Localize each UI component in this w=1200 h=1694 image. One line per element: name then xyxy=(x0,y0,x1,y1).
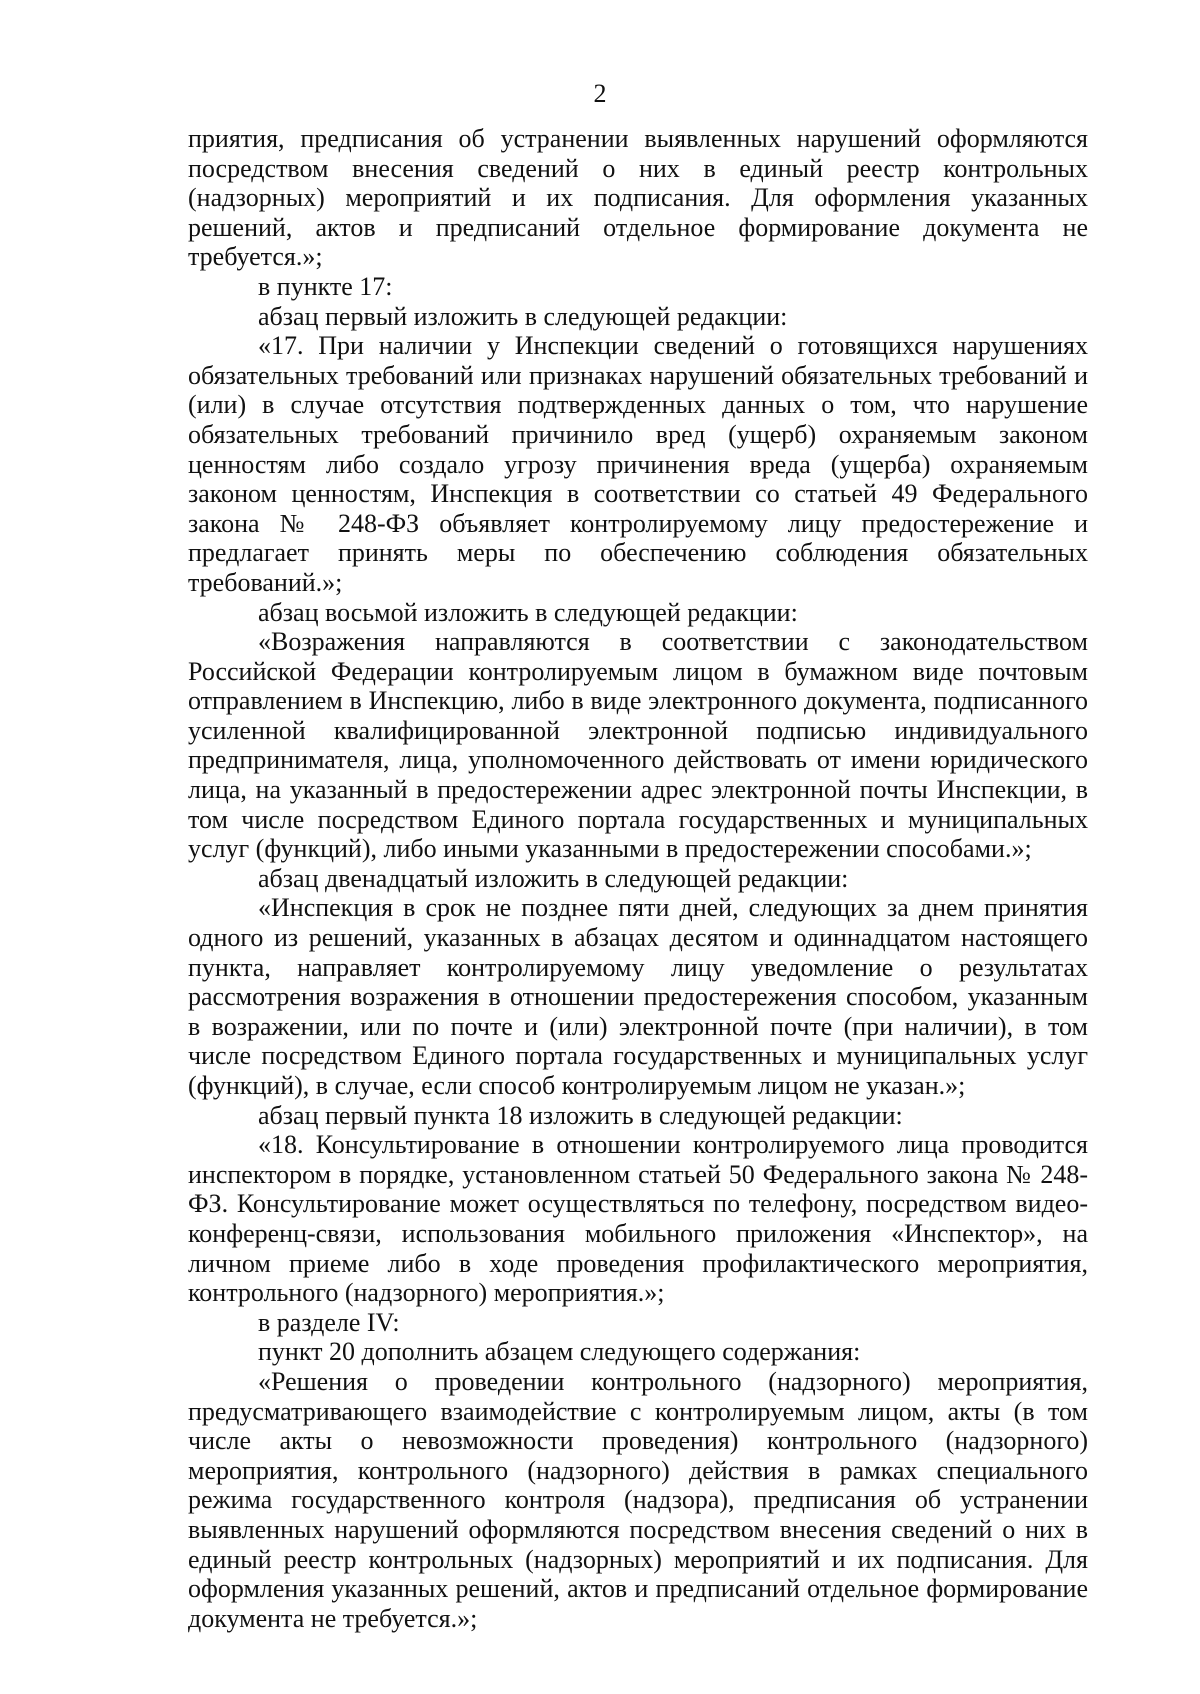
page-number: 2 xyxy=(593,79,607,108)
directive-paragraph: абзац восьмой изложить в следующей редакции: xyxy=(258,597,798,627)
paragraph-continuation: приятия, предписания об устранении выявленных нарушений оформляются посредством внесения сведений о них в единый реестр контрольных (надзорных) мероприятий и их подписания. Для оформления указанных решений, актов и предписаний отдельное формирование документа не требуется.»; xyxy=(188,124,1088,272)
amendment-text-paragraph: «Возражения направляются в соответствии с законодательством Российской Федерации контролируемым лицом в бумажном виде почтовым отправлением в Инспекцию, либо в виде электронного документа, подписанного усиленной квалифицированной электронной подписью индивидуального предпринимателя, лица, уполномоченного действовать от имени юридического лица, на указанный в предостережении адрес электронной почты Инспекции, в том числе посредством Единого портала государственных и муниципальных услуг (функций), либо иными указанными в предостережении способами.»; xyxy=(188,627,1088,864)
document-body xyxy=(188,124,1088,1633)
directive-paragraph: абзац первый пункта 18 изложить в следующей редакции: xyxy=(258,1100,903,1130)
directive-paragraph: в разделе IV: xyxy=(258,1307,400,1337)
amendment-text-paragraph: «Решения о проведении контрольного (надзорного) мероприятия, предусматривающего взаимодействие с контролируемым лицом, акты (в том числе акты о невозможности проведения) контрольного (надзорного) мероприятия, контрольного (надзорного) действия в рамках специального режима государственного контроля (надзора), предписания об устранении выявленных нарушений оформляются посредством внесения сведений о них в единый реестр контрольных (надзорных) мероприятий и их подписания. Для оформления указанных решений, актов и предписаний отдельное формирование документа не требуется.»; xyxy=(188,1366,1088,1633)
directive-paragraph: абзац первый изложить в следующей редакции: xyxy=(258,301,788,331)
amendment-text-paragraph: «17. При наличии у Инспекции сведений о готовящихся нарушениях обязательных требований или признаках нарушений обязательных требований и (или) в случае отсутствия подтвержденных данных о том, что нарушение обязательных требований причинило вред (ущерб) охраняемым законом ценностям либо создало угрозу причинения вреда (ущерба) охраняемым законом ценностям, Инспекция в соответствии со статьей 49 Федерального закона № 248-ФЗ объявляет контролируемому лицу предостережение и предлагает принять меры по обеспечению соблюдения обязательных требований.»; xyxy=(188,331,1088,597)
directive-paragraph: в пункте 17: xyxy=(258,271,393,301)
amendment-text-paragraph: «Инспекция в срок не позднее пяти дней, следующих за днем принятия одного из решений, указанных в абзацах десятом и одиннадцатом настоящего пункта, направляет контролируемому лицу уведомление о результатах рассмотрения возражения в отношении предостережения способом, указанным в возражении, или по почте и (или) электронной почте (при наличии), в том числе посредством Единого портала государственных и муниципальных услуг (функций), в случае, если способ контролируемым лицом не указан.»; xyxy=(188,893,1088,1100)
directive-paragraph: абзац двенадцатый изложить в следующей редакции: xyxy=(258,863,849,893)
amendment-text-paragraph: «18. Консультирование в отношении контролируемого лица проводится инспектором в порядке, установленном статьей 50 Федерального закона № 248-ФЗ. Консультирование может осуществляться по телефону, посредством видео-конференц-связи, использования мобильного приложения «Инспектор», на личном приеме либо в ходе проведения профилактического мероприятия, контрольного (надзорного) мероприятия.»; xyxy=(188,1130,1088,1308)
directive-paragraph: пункт 20 дополнить абзацем следующего содержания: xyxy=(258,1337,861,1367)
